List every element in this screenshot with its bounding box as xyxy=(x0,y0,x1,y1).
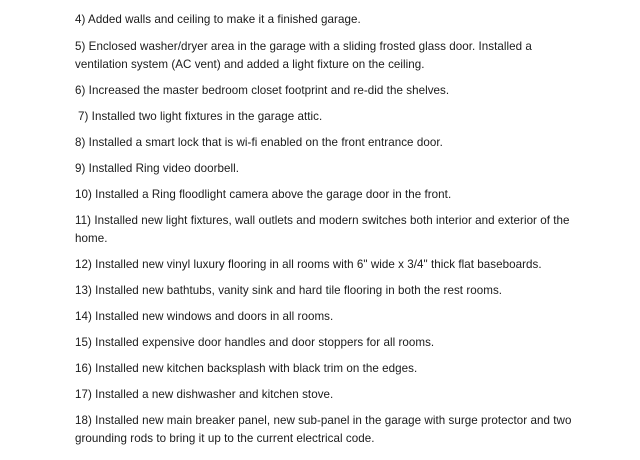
list-item: 7) Installed two light fixtures in the garage attic. xyxy=(78,110,323,123)
list-item: 8) Installed a smart lock that is wi-fi enabled on the front entrance door. xyxy=(75,136,443,149)
list-item: 16) Installed new kitchen backsplash with black trim on the edges. xyxy=(75,362,418,375)
list-item: 4) Added walls and ceiling to make it a finished garage. xyxy=(75,13,361,26)
list-item: 15) Installed expensive door handles and door stoppers for all rooms. xyxy=(75,336,435,349)
list-item: 13) Installed new bathtubs, vanity sink and hard tile flooring in both the rest rooms. xyxy=(75,284,503,297)
list-item: 18) Installed new main breaker panel, new sub-panel in the garage with surge protector and two grounding rods to bring it up to the current electrical code. xyxy=(75,414,572,445)
list-item: 17) Installed a new dishwasher and kitchen stove. xyxy=(75,388,334,401)
list-item: 10) Installed a Ring floodlight camera above the garage door in the front. xyxy=(75,188,452,201)
list-item: 11) Installed new light fixtures, wall outlets and modern switches both interior and exterior of the home. xyxy=(75,214,570,245)
list-item: 5) Enclosed washer/dryer area in the garage with a sliding frosted glass door. Installed a ventilation system (AC vent) and added a light fixture on the ceiling. xyxy=(75,40,532,71)
list-item: 12) Installed new vinyl luxury flooring in all rooms with 6" wide x 3/4" thick flat baseboards. xyxy=(75,258,542,271)
list-item: 6) Increased the master bedroom closet footprint and re-did the shelves. xyxy=(75,84,450,97)
list-item: 14) Installed new windows and doors in all rooms. xyxy=(75,310,334,323)
list-item: 9) Installed Ring video doorbell. xyxy=(75,162,240,175)
